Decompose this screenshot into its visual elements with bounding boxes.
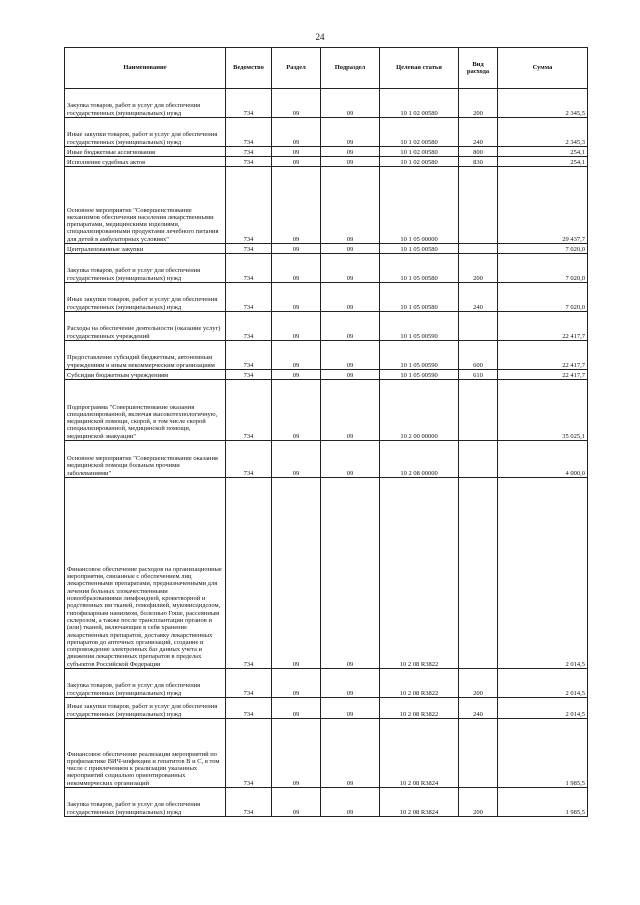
cell-csr: 10 1 05 00580 <box>380 244 459 254</box>
cell-name: Финансовое обеспечение реализации мероприятий по профилактике ВИЧ-инфекции и гепатитов В и С, в том числе с привлечением к реализации указанных мероприятий социально ориентированных некоммерческих организаций <box>65 719 226 788</box>
cell-podrazdel: 09 <box>321 380 380 441</box>
cell-name: Иные закупки товаров, работ и услуг для обеспечения государственных (муниципальных) нужд <box>65 118 226 147</box>
cell-vr: 200 <box>459 788 498 817</box>
cell-podrazdel: 09 <box>321 788 380 817</box>
cell-csr: 10 1 02 00580 <box>380 89 459 118</box>
cell-name: Закупка товаров, работ и услуг для обеспечения государственных (муниципальных) нужд <box>65 669 226 698</box>
cell-csr: 10 1 05 00590 <box>380 370 459 380</box>
cell-sum: 1 985,5 <box>498 788 588 817</box>
cell-csr: 10 1 05 00590 <box>380 341 459 370</box>
cell-podrazdel: 09 <box>321 478 380 669</box>
cell-vr <box>459 167 498 244</box>
cell-vr: 200 <box>459 669 498 698</box>
cell-name: Расходы на обеспечение деятельности (оказание услуг) государственных учреждений <box>65 312 226 341</box>
cell-razdel: 09 <box>272 118 321 147</box>
cell-vr <box>459 478 498 669</box>
cell-razdel: 09 <box>272 370 321 380</box>
table-row <box>65 147 588 157</box>
cell-vr <box>459 441 498 478</box>
cell-sum: 35 025,1 <box>498 380 588 441</box>
cell-podrazdel: 09 <box>321 441 380 478</box>
cell-vr: 610 <box>459 370 498 380</box>
cell-podrazdel: 09 <box>321 147 380 157</box>
cell-vr <box>459 244 498 254</box>
cell-sum: 29 437,7 <box>498 167 588 244</box>
table-row <box>65 478 588 669</box>
cell-razdel: 09 <box>272 167 321 244</box>
cell-podrazdel: 09 <box>321 719 380 788</box>
cell-podrazdel: 09 <box>321 157 380 167</box>
cell-vr: 240 <box>459 283 498 312</box>
cell-name: Предоставление субсидий бюджетным, автономным учреждениям и иным некоммерческим организациям <box>65 341 226 370</box>
header-name: Наименование <box>65 48 226 89</box>
cell-razdel: 09 <box>272 441 321 478</box>
header-vr: Вид расхода <box>459 48 498 89</box>
cell-podrazdel: 09 <box>321 118 380 147</box>
cell-name: Подпрограмма "Совершенствование оказания специализированной, включая высокотехнологичную, медицинской помощи, скорой, в том числе скорой специализированной, медицинской помощи, медицинской эвакуации" <box>65 380 226 441</box>
cell-sum: 22 417,7 <box>498 312 588 341</box>
cell-razdel: 09 <box>272 312 321 341</box>
cell-name: Исполнение судебных актов <box>65 157 226 167</box>
cell-name: Централизованные закупки <box>65 244 226 254</box>
cell-ved: 734 <box>226 370 272 380</box>
cell-ved: 734 <box>226 669 272 698</box>
cell-ved: 734 <box>226 788 272 817</box>
table-row <box>65 312 588 341</box>
cell-podrazdel: 09 <box>321 698 380 719</box>
cell-csr: 10 1 05 00000 <box>380 167 459 244</box>
table-row <box>65 719 588 788</box>
cell-podrazdel: 09 <box>321 312 380 341</box>
cell-csr: 10 2 00 00000 <box>380 380 459 441</box>
cell-csr: 10 2 08 R3824 <box>380 788 459 817</box>
cell-sum: 2 014,5 <box>498 698 588 719</box>
cell-name: Основное мероприятие "Совершенствование оказания медицинской помощи больным прочими заболеваниями" <box>65 441 226 478</box>
cell-razdel: 09 <box>272 283 321 312</box>
cell-vr <box>459 380 498 441</box>
cell-ved: 734 <box>226 380 272 441</box>
cell-podrazdel: 09 <box>321 167 380 244</box>
page-number: 24 <box>315 32 325 42</box>
cell-razdel: 09 <box>272 89 321 118</box>
cell-csr: 10 1 05 00580 <box>380 254 459 283</box>
cell-vr: 600 <box>459 341 498 370</box>
table-row <box>65 254 588 283</box>
cell-ved: 734 <box>226 312 272 341</box>
cell-razdel: 09 <box>272 719 321 788</box>
cell-csr: 10 1 02 00580 <box>380 147 459 157</box>
table-row <box>65 698 588 719</box>
cell-csr: 10 1 02 00580 <box>380 157 459 167</box>
header-sum: Сумма <box>498 48 588 89</box>
cell-razdel: 09 <box>272 698 321 719</box>
cell-csr: 10 2 08 R3824 <box>380 719 459 788</box>
cell-podrazdel: 09 <box>321 283 380 312</box>
cell-ved: 734 <box>226 167 272 244</box>
cell-vr: 830 <box>459 157 498 167</box>
cell-name: Иные закупки товаров, работ и услуг для обеспечения государственных (муниципальных) нужд <box>65 698 226 719</box>
cell-ved: 734 <box>226 441 272 478</box>
cell-razdel: 09 <box>272 157 321 167</box>
cell-sum: 2 014,5 <box>498 669 588 698</box>
table-row <box>65 157 588 167</box>
cell-ved: 734 <box>226 283 272 312</box>
table-row <box>65 283 588 312</box>
cell-csr: 10 2 08 R3822 <box>380 698 459 719</box>
cell-sum: 1 985,5 <box>498 719 588 788</box>
cell-name: Закупка товаров, работ и услуг для обеспечения государственных (муниципальных) нужд <box>65 89 226 118</box>
table-row <box>65 341 588 370</box>
cell-sum: 254,1 <box>498 147 588 157</box>
cell-razdel: 09 <box>272 244 321 254</box>
header-razdel: Раздел <box>272 48 321 89</box>
cell-name: Иные бюджетные ассигнования <box>65 147 226 157</box>
cell-sum: 2 345,5 <box>498 89 588 118</box>
cell-csr: 10 1 05 00590 <box>380 312 459 341</box>
cell-sum: 254,1 <box>498 157 588 167</box>
cell-csr: 10 2 08 R3822 <box>380 478 459 669</box>
table-row <box>65 669 588 698</box>
cell-ved: 734 <box>226 698 272 719</box>
cell-razdel: 09 <box>272 341 321 370</box>
cell-podrazdel: 09 <box>321 254 380 283</box>
cell-sum: 22 417,7 <box>498 370 588 380</box>
cell-sum: 22 417,7 <box>498 341 588 370</box>
cell-vr: 200 <box>459 89 498 118</box>
cell-vr <box>459 719 498 788</box>
cell-name: Закупка товаров, работ и услуг для обеспечения государственных (муниципальных) нужд <box>65 788 226 817</box>
cell-podrazdel: 09 <box>321 370 380 380</box>
cell-sum: 2 345,3 <box>498 118 588 147</box>
cell-podrazdel: 09 <box>321 669 380 698</box>
cell-razdel: 09 <box>272 669 321 698</box>
cell-razdel: 09 <box>272 147 321 157</box>
cell-ved: 734 <box>226 244 272 254</box>
cell-ved: 734 <box>226 89 272 118</box>
table-row <box>65 167 588 244</box>
cell-vr: 240 <box>459 118 498 147</box>
table-row <box>65 370 588 380</box>
cell-ved: 734 <box>226 341 272 370</box>
cell-podrazdel: 09 <box>321 89 380 118</box>
cell-sum: 7 020,0 <box>498 254 588 283</box>
cell-ved: 734 <box>226 147 272 157</box>
cell-csr: 10 1 02 00580 <box>380 118 459 147</box>
cell-ved: 734 <box>226 719 272 788</box>
cell-sum: 4 000,0 <box>498 441 588 478</box>
cell-name: Основное мероприятие "Совершенствование механизмов обеспечения населения лекарственными препаратами, медицинскими изделиями, специализированными продуктами лечебного питания для детей в амбулаторных условиях" <box>65 167 226 244</box>
cell-name: Закупка товаров, работ и услуг для обеспечения государственных (муниципальных) нужд <box>65 254 226 283</box>
cell-vr: 200 <box>459 254 498 283</box>
cell-csr: 10 2 08 R3822 <box>380 669 459 698</box>
cell-sum: 2 014,5 <box>498 478 588 669</box>
cell-podrazdel: 09 <box>321 341 380 370</box>
table-row <box>65 441 588 478</box>
header-ved: Ведомство <box>226 48 272 89</box>
cell-razdel: 09 <box>272 788 321 817</box>
cell-ved: 734 <box>226 478 272 669</box>
table-row <box>65 244 588 254</box>
header-csr: Целевая статья <box>380 48 459 89</box>
cell-ved: 734 <box>226 254 272 283</box>
cell-ved: 734 <box>226 118 272 147</box>
cell-vr <box>459 312 498 341</box>
cell-podrazdel: 09 <box>321 244 380 254</box>
cell-sum: 7 020,0 <box>498 283 588 312</box>
cell-csr: 10 2 08 00000 <box>380 441 459 478</box>
cell-razdel: 09 <box>272 478 321 669</box>
table-row <box>65 380 588 441</box>
cell-name: Субсидии бюджетным учреждениям <box>65 370 226 380</box>
cell-vr: 800 <box>459 147 498 157</box>
cell-vr: 240 <box>459 698 498 719</box>
table-header-row <box>65 48 588 89</box>
cell-csr: 10 1 05 00580 <box>380 283 459 312</box>
cell-name: Иные закупки товаров, работ и услуг для обеспечения государственных (муниципальных) нужд <box>65 283 226 312</box>
table-row <box>65 118 588 147</box>
table-row <box>65 788 588 817</box>
budget-table <box>64 47 588 817</box>
cell-name: Финансовое обеспечение расходов на организационные мероприятия, связанные с обеспечением лиц лекарственными препаратами, предназначенными для лечения больных злокачественными новообразованиями лимфоидной, кроветворной и родственных им тканей, гемофилией, муковисцидозом, гипофизарным нанизмом, болезнью Гоше, рассеянным склерозом, а также после трансплантации органов и (или) тканей, включающие в себя хранение лекарственных препаратов, доставку лекарственных препаратов до аптечных организаций, создание и сопровождение электронных баз данных учета и движения лекарственных препаратов в пределах субъектов Российской Федерации <box>65 478 226 669</box>
cell-razdel: 09 <box>272 380 321 441</box>
cell-razdel: 09 <box>272 254 321 283</box>
table-row <box>65 89 588 118</box>
header-podrazdel: Подраздел <box>321 48 380 89</box>
cell-ved: 734 <box>226 157 272 167</box>
cell-sum: 7 020,0 <box>498 244 588 254</box>
